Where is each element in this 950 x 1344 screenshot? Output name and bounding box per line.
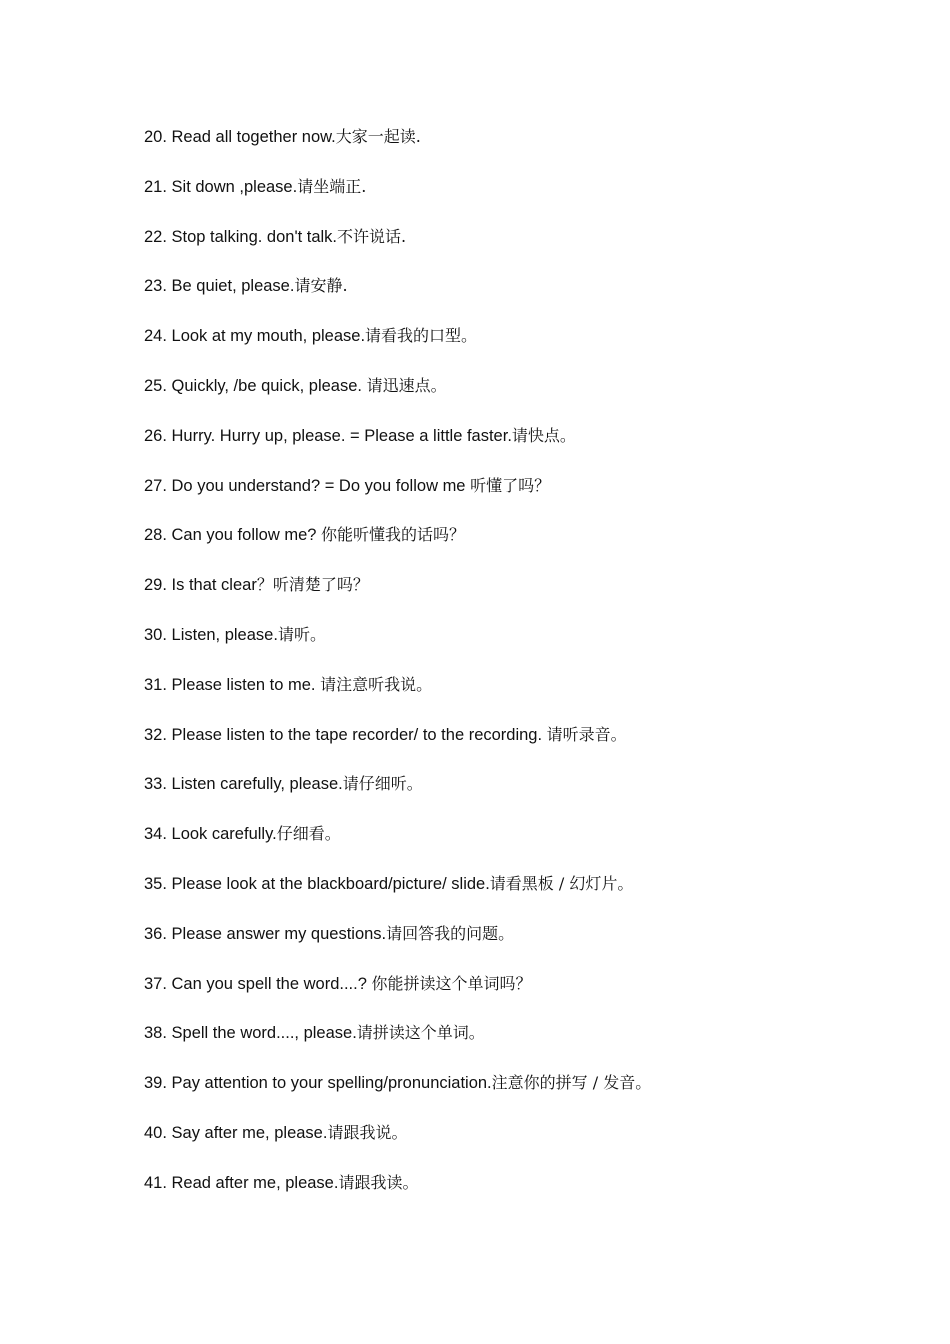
phrase-english: 35. Please look at the blackboard/picture/ slide.: [144, 874, 490, 893]
phrase-line: [144, 1070, 864, 1120]
phrase-chinese: 请迅速点。: [366, 375, 447, 395]
phrase-english: 38. Spell the word...., please.: [144, 1024, 357, 1043]
phrase-line: [144, 622, 864, 672]
phrase-line: [144, 871, 864, 921]
phrase-line: [144, 522, 864, 572]
phrase-english: 34. Look carefully.: [144, 825, 277, 844]
phrase-chinese: 请仔细听。: [342, 774, 423, 794]
phrase-english: 29. Is that clear: [144, 576, 257, 595]
phrase-english: 28. Can you follow me?: [144, 526, 322, 545]
phrase-english: 37. Can you spell the word....?: [144, 974, 372, 993]
phrase-line: [144, 672, 864, 722]
phrase-line: [144, 323, 864, 373]
phrase-chinese: 听懂了吗？: [470, 475, 551, 495]
phrase-english: 31. Please listen to me.: [144, 675, 321, 694]
phrase-chinese: 请注意听我说。: [320, 674, 433, 694]
phrase-english: 36. Please answer my questions.: [144, 924, 387, 943]
phrase-chinese: 请安静.: [294, 276, 348, 296]
phrase-line: [144, 473, 864, 523]
phrase-chinese: 请看黑板 / 幻灯片。: [489, 873, 634, 893]
phrase-line: [144, 1170, 864, 1220]
phrase-chinese: 大家一起读.: [335, 127, 421, 146]
phrase-english: 23. Be quiet, please.: [144, 277, 295, 296]
phrase-english: 41. Read after me, please.: [144, 1173, 339, 1192]
phrase-english: 21. Sit down ,please.: [144, 177, 298, 196]
phrase-line: [144, 1020, 864, 1070]
phrase-chinese: 仔细看。: [276, 824, 341, 844]
phrase-chinese: 请快点。: [511, 425, 576, 445]
phrase-line: [144, 572, 864, 622]
phrase-chinese: 请听。: [277, 624, 326, 644]
phrase-line: [144, 124, 864, 174]
phrase-english: 30. Listen, please.: [144, 625, 278, 644]
phrase-english: 33. Listen carefully, please.: [144, 775, 343, 794]
phrase-chinese: ？听清楚了吗？: [256, 575, 369, 595]
phrase-list: [144, 124, 864, 1220]
phrase-chinese: 请跟我说。: [327, 1122, 408, 1142]
phrase-english: 22. Stop talking. don't talk.: [144, 227, 338, 246]
phrase-line: [144, 224, 864, 274]
phrase-line: [144, 273, 864, 323]
phrase-line: [144, 1120, 864, 1170]
phrase-english: 40. Say after me, please.: [144, 1123, 328, 1142]
phrase-line: [144, 921, 864, 971]
phrase-line: [144, 373, 864, 423]
phrase-line: [144, 174, 864, 224]
phrase-chinese: 你能听懂我的话吗？: [321, 525, 466, 545]
phrase-chinese: 请听录音。: [546, 724, 627, 744]
phrase-chinese: 你能拼读这个单词吗？: [371, 973, 532, 993]
phrase-line: [144, 971, 864, 1021]
phrase-line: [144, 722, 864, 772]
phrase-english: 27. Do you understand? = Do you follow me: [144, 476, 471, 495]
phrase-chinese: 注意你的拼写 / 发音。: [491, 1073, 652, 1093]
phrase-chinese: 请拼读这个单词。: [356, 1023, 485, 1043]
phrase-english: 39. Pay attention to your spelling/pronunciation.: [144, 1074, 492, 1093]
phrase-english: 25. Quickly, /be quick, please.: [144, 376, 367, 395]
phrase-chinese: 不许说话.: [337, 226, 407, 246]
phrase-line: [144, 771, 864, 821]
phrase-english: 20. Read all together now.: [144, 128, 336, 146]
phrase-chinese: 请看我的口型。: [365, 326, 478, 346]
phrase-english: 24. Look at my mouth, please.: [144, 327, 366, 346]
phrase-chinese: 请坐端正.: [297, 176, 367, 196]
phrase-line: [144, 423, 864, 473]
phrase-english: 32. Please listen to the tape recorder/ to the recording.: [144, 725, 547, 744]
phrase-english: 26. Hurry. Hurry up, please. = Please a little faster.: [144, 426, 512, 445]
phrase-chinese: 请回答我的问题。: [386, 923, 515, 943]
phrase-line: [144, 821, 864, 871]
phrase-chinese: 请跟我读。: [338, 1172, 419, 1192]
